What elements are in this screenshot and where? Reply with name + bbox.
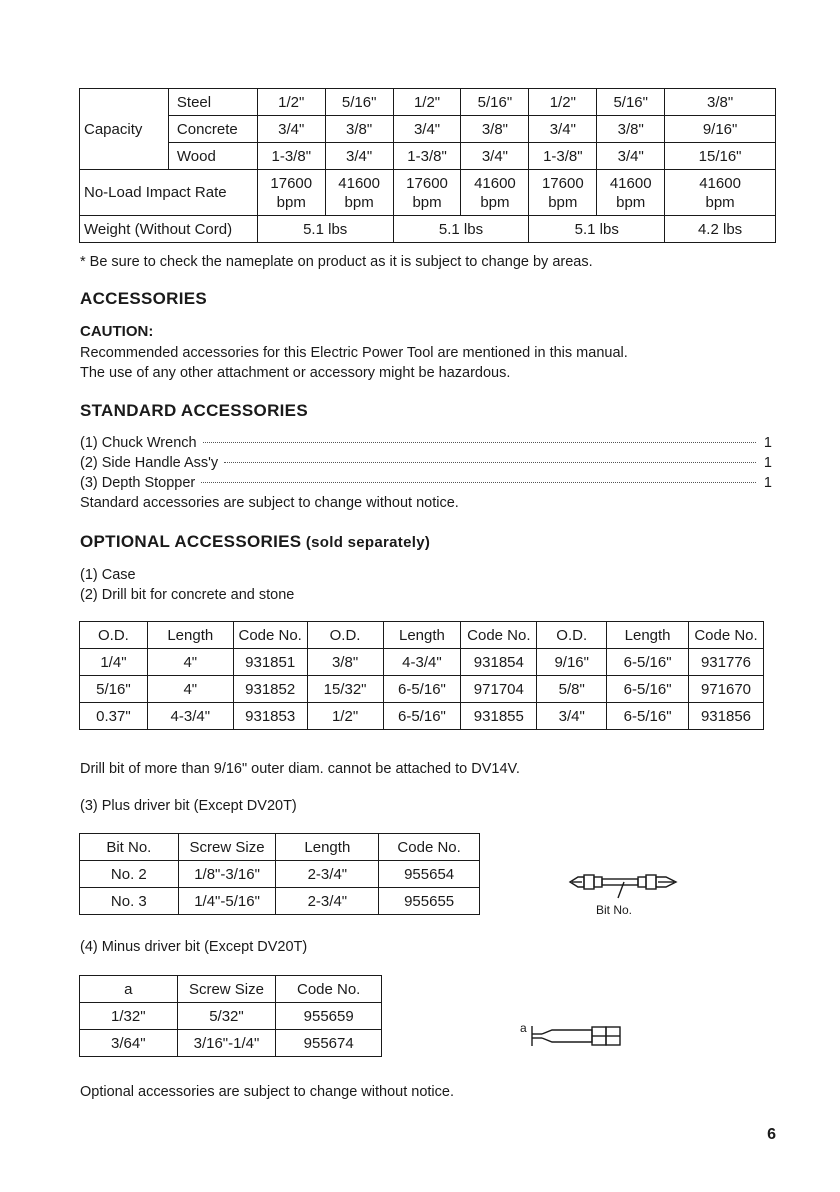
- column-header: Code No.: [233, 622, 307, 649]
- spec-cell: 3/8": [461, 116, 529, 143]
- spec-table: [79, 88, 776, 243]
- spec-cell: 3/4": [529, 116, 597, 143]
- spec-cell: 3/4": [325, 143, 393, 170]
- spec-cell: 5/16": [597, 89, 665, 116]
- spec-cell: 5/16": [325, 89, 393, 116]
- steel-label: Steel: [168, 89, 257, 116]
- plus-driver-heading: (3) Plus driver bit (Except DV20T): [80, 798, 297, 814]
- table-row: 1/32" 5/32" 955659: [80, 1003, 382, 1030]
- capacity-label: Capacity: [80, 89, 169, 170]
- spec-cell: 15/16": [665, 143, 776, 170]
- wood-label: Wood: [168, 143, 257, 170]
- table-row: 3/64" 3/16"-1/4" 955674: [80, 1030, 382, 1057]
- impact-cell: 41600 bpm: [597, 170, 665, 216]
- column-header: Bit No.: [80, 834, 179, 861]
- impact-cell: 41600 bpm: [325, 170, 393, 216]
- table-row: 0.37" 4-3/4" 931853 1/2" 6-5/16" 931855 3/4" 6-5/16" 931856: [80, 703, 764, 730]
- table-row: No. 3 1/4"-5/16" 2-3/4" 955655: [80, 888, 480, 915]
- weight-cell: 5.1 lbs: [257, 216, 393, 243]
- bit-no-label: Bit No.: [596, 903, 633, 917]
- column-header: Screw Size: [178, 834, 276, 861]
- spec-cell: 3/4": [597, 143, 665, 170]
- column-header: Length: [383, 622, 461, 649]
- column-header: Code No.: [379, 834, 480, 861]
- drill-bit-table: [79, 621, 764, 730]
- spec-cell: 1/2": [257, 89, 325, 116]
- spec-cell: 3/4": [461, 143, 529, 170]
- column-header: Code No.: [461, 622, 537, 649]
- column-header: O.D.: [307, 622, 383, 649]
- optional-accessories-heading: OPTIONAL ACCESSORIES (sold separately): [80, 532, 431, 551]
- weight-cell: 5.1 lbs: [393, 216, 529, 243]
- table-row: 5/16" 4" 931852 15/32" 6-5/16" 971704 5/8" 6-5/16" 971670: [80, 676, 764, 703]
- column-header: Code No.: [276, 976, 382, 1003]
- column-header: O.D.: [537, 622, 607, 649]
- spec-cell: 3/4": [393, 116, 461, 143]
- list-item: (1) Case: [80, 567, 136, 583]
- concrete-label: Concrete: [168, 116, 257, 143]
- spec-cell: 3/8": [665, 89, 776, 116]
- column-header: O.D.: [80, 622, 148, 649]
- spec-cell: 9/16": [665, 116, 776, 143]
- table-row: 1/4" 4" 931851 3/8" 4-3/4" 931854 9/16" 6-5/16" 931776: [80, 649, 764, 676]
- plus-driver-bit-icon: [568, 866, 688, 902]
- impact-rate-label: No-Load Impact Rate: [80, 170, 258, 216]
- spec-cell: 3/8": [597, 116, 665, 143]
- minus-driver-heading: (4) Minus driver bit (Except DV20T): [80, 939, 308, 955]
- impact-cell: 41600 bpm: [665, 170, 776, 216]
- page-number: 6: [767, 1126, 776, 1143]
- impact-cell: 17600 bpm: [529, 170, 597, 216]
- spec-cell: 1-3/8": [257, 143, 325, 170]
- spec-cell: 1-3/8": [529, 143, 597, 170]
- column-header: Screw Size: [177, 976, 276, 1003]
- drill-note: Drill bit of more than 9/16" outer diam. cannot be attached to DV14V.: [80, 761, 520, 777]
- caution-text-2: The use of any other attachment or accessory might be hazardous.: [80, 365, 511, 381]
- a-dimension-label: a: [520, 1021, 527, 1035]
- column-header: Code No.: [689, 622, 764, 649]
- impact-cell: 17600 bpm: [257, 170, 325, 216]
- spec-cell: 1-3/8": [393, 143, 461, 170]
- minus-driver-bit-icon: [528, 1024, 648, 1048]
- optional-note: Optional accessories are subject to change without notice.: [80, 1084, 454, 1100]
- spec-cell: 3/8": [325, 116, 393, 143]
- standard-note: Standard accessories are subject to change without notice.: [80, 495, 459, 511]
- spec-cell: 3/4": [257, 116, 325, 143]
- minus-driver-table: [79, 975, 382, 1057]
- accessories-heading: ACCESSORIES: [80, 289, 208, 308]
- column-header: Length: [276, 834, 379, 861]
- column-header: Length: [147, 622, 233, 649]
- impact-cell: 17600 bpm: [393, 170, 461, 216]
- column-header: Length: [607, 622, 689, 649]
- list-item: (2) Drill bit for concrete and stone: [80, 587, 295, 603]
- list-item: (3) Depth Stopper 1: [80, 475, 772, 491]
- weight-cell: 4.2 lbs: [665, 216, 776, 243]
- impact-cell: 41600 bpm: [461, 170, 529, 216]
- table-row: No. 2 1/8"-3/16" 2-3/4" 955654: [80, 861, 480, 888]
- spec-cell: 1/2": [393, 89, 461, 116]
- caution-text-1: Recommended accessories for this Electric Power Tool are mentioned in this manual.: [80, 345, 628, 361]
- spec-cell: 5/16": [461, 89, 529, 116]
- weight-cell: 5.1 lbs: [529, 216, 665, 243]
- column-header: a: [80, 976, 178, 1003]
- spec-cell: 1/2": [529, 89, 597, 116]
- footnote: * Be sure to check the nameplate on product as it is subject to change by areas.: [80, 254, 593, 270]
- standard-accessories-heading: STANDARD ACCESSORIES: [80, 401, 308, 420]
- list-item: (2) Side Handle Ass'y 1: [80, 455, 772, 471]
- list-item: (1) Chuck Wrench 1: [80, 435, 772, 451]
- plus-driver-table: [79, 833, 480, 915]
- caution-heading: CAUTION:: [80, 323, 154, 340]
- weight-label: Weight (Without Cord): [80, 216, 258, 243]
